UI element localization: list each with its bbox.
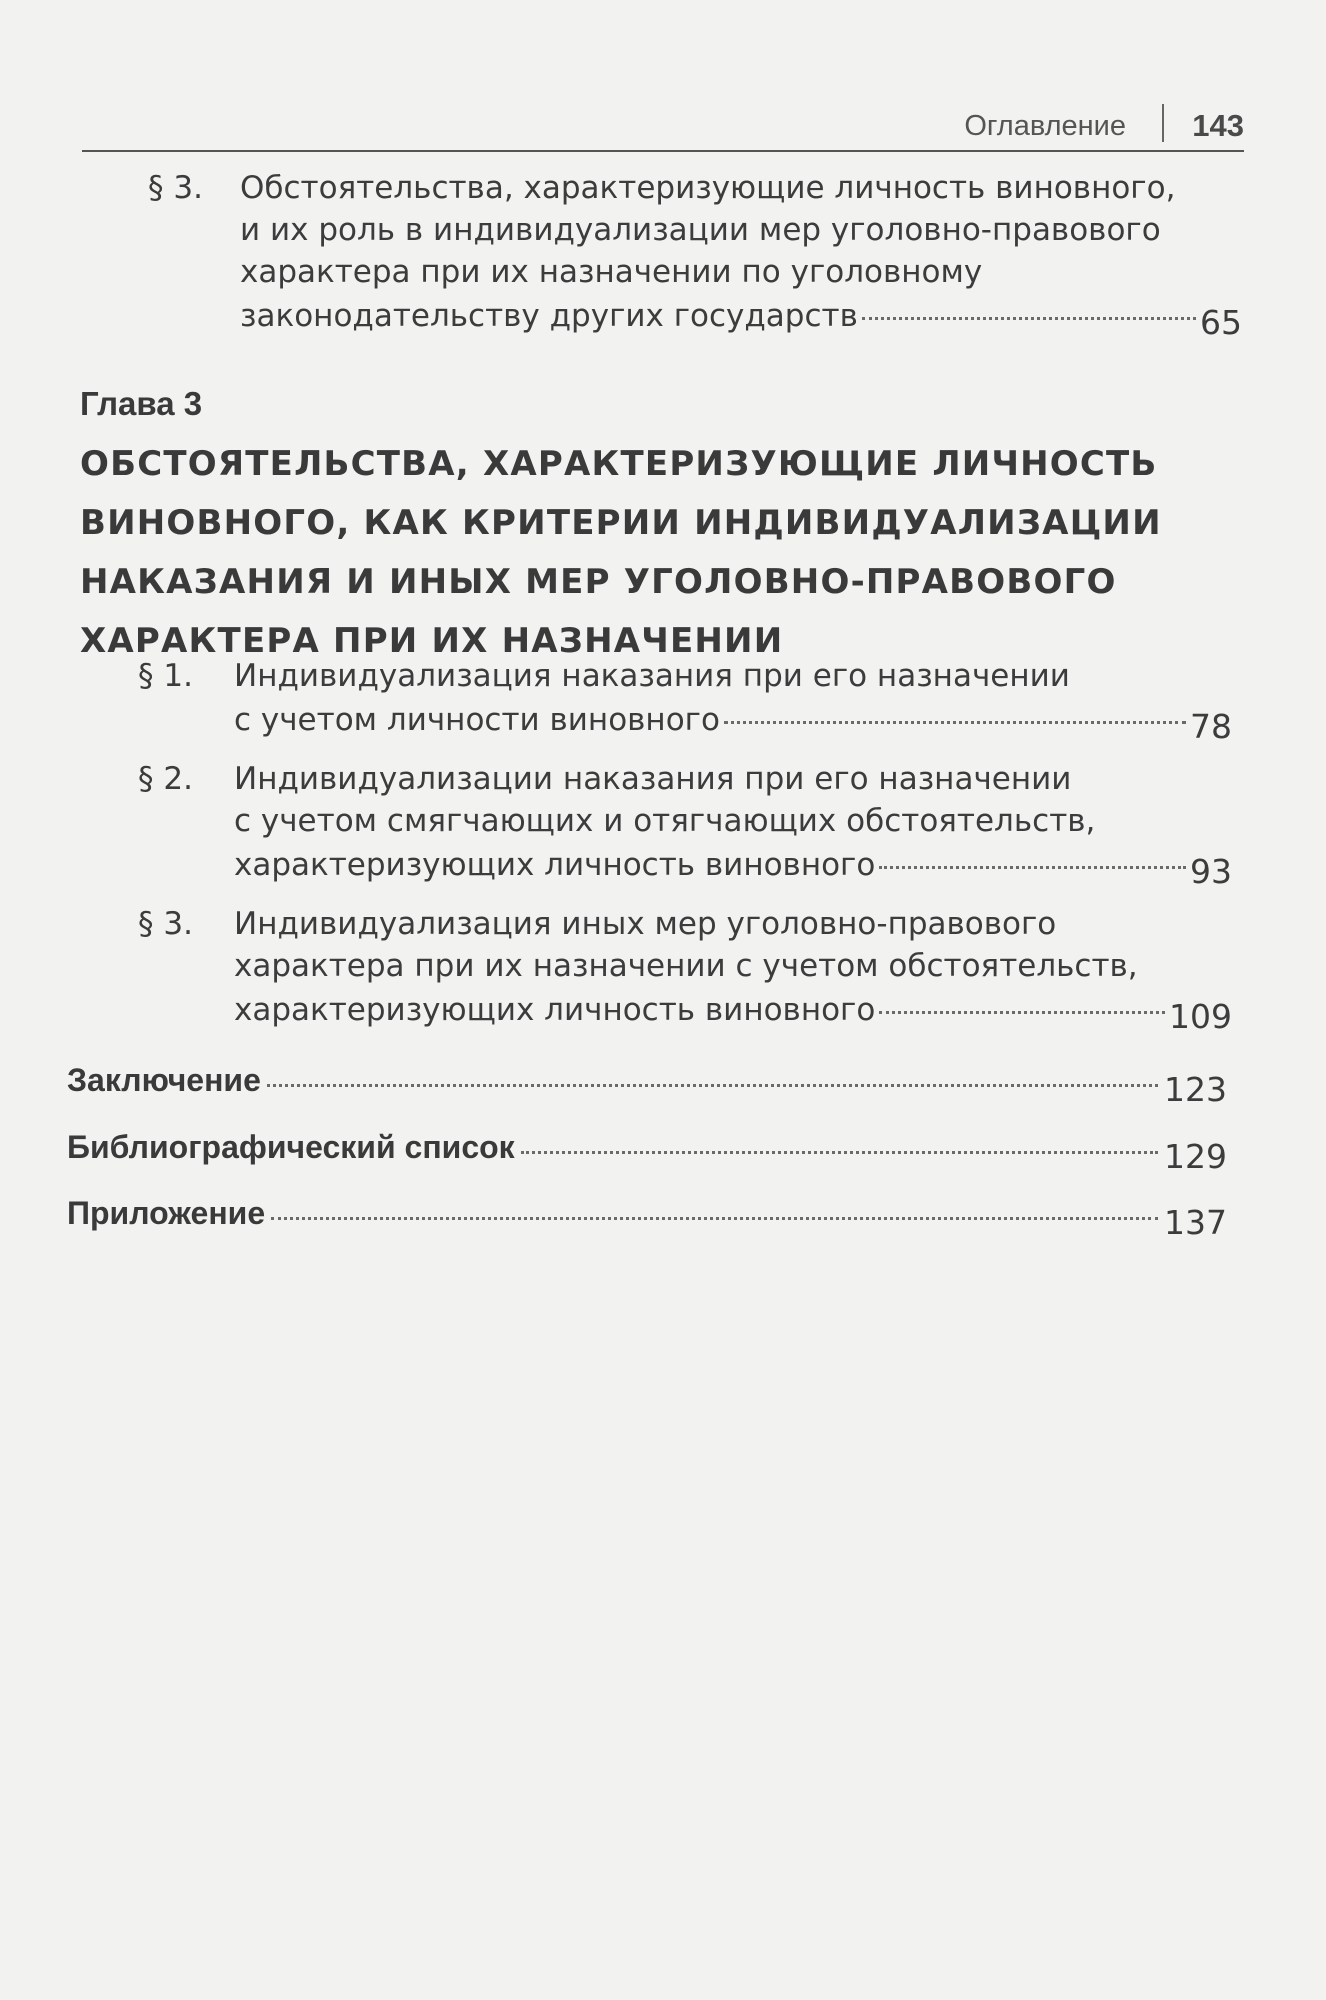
section-number: § 3. xyxy=(138,906,193,942)
dot-leader xyxy=(271,1189,1158,1220)
entry-line: характера при их назначении с учетом обстоятельств, xyxy=(234,948,1138,984)
entry-line: Обстоятельства, характеризующие личность виновного, xyxy=(240,170,1176,206)
dot-leader xyxy=(521,1123,1158,1154)
running-header xyxy=(82,100,1244,152)
entry-line: Индивидуализации наказания при его назначении xyxy=(234,761,1072,797)
section-number: § 1. xyxy=(138,658,193,694)
entry-line: характеризующих личность виновного xyxy=(234,992,876,1028)
toc-entry-bibliography[interactable] xyxy=(67,1127,1227,1177)
dot-leader xyxy=(879,981,1165,1014)
chapter-title-line: ОБСТОЯТЕЛЬСТВА, ХАРАКТЕРИЗУЮЩИЕ ЛИЧНОСТЬ xyxy=(80,444,1158,484)
chapter-title[interactable] xyxy=(80,435,1162,671)
section-number: § 3. xyxy=(148,170,203,206)
page-ref: 123 xyxy=(1164,1070,1227,1109)
chapter-label: Глава 3 xyxy=(80,385,203,422)
dot-leader xyxy=(724,691,1186,724)
header-section-title: Оглавление xyxy=(964,110,1126,142)
entry-line: Индивидуализация наказания при его назначении xyxy=(234,658,1070,694)
toc-entry-section-2[interactable] xyxy=(138,758,1232,891)
entry-line: и их роль в индивидуализации мер уголовно-правового xyxy=(240,212,1161,248)
toc-entry-section-1[interactable] xyxy=(138,655,1232,746)
page-ref: 109 xyxy=(1169,997,1232,1036)
dot-leader xyxy=(862,287,1196,320)
entry-line: с учетом смягчающих и отягчающих обстоятельств, xyxy=(234,803,1096,839)
chapter-title-line: ВИНОВНОГО, КАК КРИТЕРИИ ИНДИВИДУАЛИЗАЦИИ xyxy=(80,503,1162,543)
header-rule xyxy=(82,150,1244,152)
toc-entry-section-3[interactable] xyxy=(138,903,1232,1036)
entry-title: Библиографический список xyxy=(67,1129,515,1165)
toc-entry-conclusion[interactable] xyxy=(67,1060,1227,1110)
chapter-title-line: ХАРАКТЕРА ПРИ ИХ НАЗНАЧЕНИИ xyxy=(80,621,784,661)
toc-entry-appendix[interactable] xyxy=(67,1193,1227,1243)
page-ref: 65 xyxy=(1200,303,1242,342)
entry-line: законодательству других государств xyxy=(240,298,858,334)
entry-title: Заключение xyxy=(67,1062,261,1098)
entry-line: с учетом личности виновного xyxy=(234,702,720,738)
chapter-title-line: НАКАЗАНИЯ И ИНЫХ МЕР УГОЛОВНО-ПРАВОВОГО xyxy=(80,562,1117,602)
page-ref: 78 xyxy=(1190,707,1232,746)
entry-line: Индивидуализация иных мер уголовно-правового xyxy=(234,906,1057,942)
page-ref: 93 xyxy=(1190,852,1232,891)
section-number: § 2. xyxy=(138,761,193,797)
dot-leader xyxy=(879,836,1186,869)
page-ref: 137 xyxy=(1164,1203,1227,1242)
entry-line: характера при их назначении по уголовному xyxy=(240,254,983,290)
entry-title: Приложение xyxy=(67,1195,266,1231)
page-ref: 129 xyxy=(1164,1137,1227,1176)
dot-leader xyxy=(267,1056,1158,1087)
toc-entry-prev-section-3[interactable] xyxy=(148,167,1242,342)
header-page-number: 143 xyxy=(1192,108,1244,143)
entry-line: характеризующих личность виновного xyxy=(234,847,876,883)
header-separator xyxy=(1162,104,1164,142)
